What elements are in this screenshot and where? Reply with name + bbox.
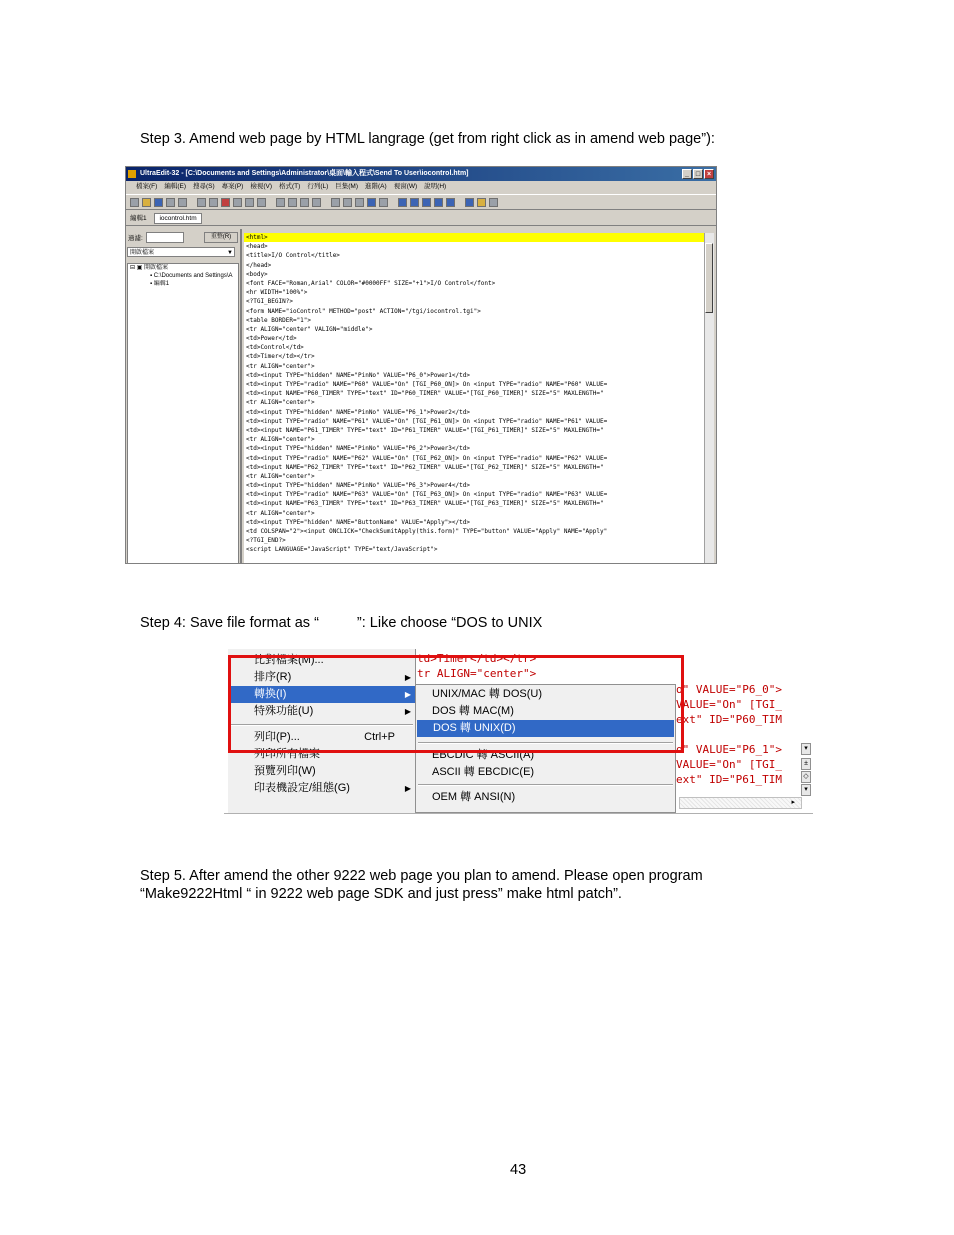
code-line: <td>Control</td> bbox=[246, 344, 304, 352]
menu-item[interactable]: 說明(H) bbox=[424, 183, 447, 190]
code-line: <tr ALIGN="center"> bbox=[246, 472, 315, 480]
menu-separator bbox=[418, 784, 673, 786]
options-icon[interactable] bbox=[465, 198, 474, 207]
scroll-up-icon[interactable]: ± bbox=[801, 758, 811, 770]
menu-item-label: 印表機設定/組態(G) bbox=[254, 782, 350, 794]
submenu-arrow-icon: ▶ bbox=[404, 784, 411, 793]
code-line: <td><input TYPE="radio" NAME="P61" VALUE="On" [TGI_P61_ON]> On <input TYPE="radio" NAME="P61" VALUE= bbox=[246, 417, 608, 425]
code-line: </head> bbox=[246, 261, 272, 269]
align-left-icon[interactable] bbox=[276, 198, 285, 207]
menu-item-shortcut: Ctrl+P bbox=[364, 731, 395, 743]
code-line: <td><input NAME="P60_TIMER" TYPE="text" ID="P60_TIMER" VALUE="[TGI_P60_TIMER]" SIZE="5" MAXLENGTH=" bbox=[246, 390, 604, 398]
menu-item-label: 轉換(I) bbox=[254, 688, 287, 700]
ftp-icon[interactable] bbox=[379, 198, 388, 207]
code-line: o" VALUE="P6_1"> bbox=[676, 743, 782, 756]
context-menu-screenshot bbox=[224, 649, 813, 814]
step4-suffix: ”: Like choose “DOS to UNIX bbox=[356, 615, 543, 631]
menu-bar bbox=[126, 181, 716, 193]
submenu-item[interactable]: UNIX/MAC 轉 DOS(U) bbox=[432, 688, 542, 700]
menu-item[interactable]: 格式(T) bbox=[279, 183, 301, 190]
code-line: ext" ID="P61_TIM bbox=[676, 773, 782, 786]
minimize-button[interactable]: _ bbox=[682, 169, 692, 179]
replace-icon[interactable] bbox=[209, 198, 218, 207]
window-title: UltraEdit-32 - [C:\Documents and Settings\Administrator\桌面\輸入程式\Send To User\iocontrol.htm] bbox=[140, 170, 469, 177]
window-split-icon[interactable] bbox=[422, 198, 431, 207]
code-editor[interactable] bbox=[244, 233, 706, 563]
horizontal-scrollbar[interactable] bbox=[679, 797, 802, 809]
print-preview-icon[interactable] bbox=[178, 198, 187, 207]
menu-item[interactable]: 行列(L) bbox=[307, 183, 329, 190]
bookmark-icon[interactable] bbox=[221, 198, 230, 207]
menu-item[interactable]: 搜尋(S) bbox=[192, 183, 215, 190]
editor-scrollbar[interactable] bbox=[704, 233, 714, 563]
code-line: <table BORDER="1"> bbox=[246, 316, 312, 324]
code-line: <td COLSPAN="2"><input ONCLICK="CheckSumitApply(this.form)" TYPE="button" VALUE="Apply" NAME="Apply" bbox=[246, 528, 608, 535]
submenu-arrow-icon: ▶ bbox=[404, 673, 411, 682]
menu-item-label: 列印所有檔案 bbox=[254, 748, 320, 760]
tree-item-edit1[interactable]: ▪ 編輯1 bbox=[150, 281, 170, 287]
wrap-icon[interactable] bbox=[343, 198, 352, 207]
code-line: <font FACE="Roman,Arial" COLOR="#0000FF" SIZE="+1">I/O Control</font> bbox=[246, 279, 496, 287]
code-line: <td><input NAME="P61_TIMER" TYPE="text" ID="P61_TIMER" VALUE="[TGI_P61_TIMER]" SIZE="5" MAXLENGTH=" bbox=[246, 426, 604, 434]
menu-item-label: 預覽列印(W) bbox=[254, 765, 316, 777]
find-icon[interactable] bbox=[197, 198, 206, 207]
code-line: <tr ALIGN="center"> bbox=[246, 436, 315, 444]
refresh-button[interactable]: 重整(R) bbox=[204, 232, 238, 243]
scroll-option-icon[interactable]: ◇ bbox=[801, 771, 811, 783]
code-line: <form NAME="ioControl" METHOD="post" ACTION="/tgi/iocontrol.tgi"> bbox=[246, 307, 481, 315]
code-line: <tr ALIGN="center"> bbox=[246, 509, 315, 517]
code-line: <td><input NAME="P62_TIMER" TYPE="text" ID="P62_TIMER" VALUE="[TGI_P62_TIMER]" SIZE="5" MAXLENGTH=" bbox=[246, 463, 604, 471]
menu-item[interactable]: 專案(P) bbox=[221, 183, 244, 190]
code-line: tr ALIGN="center"> bbox=[417, 667, 537, 680]
maximize-button[interactable]: □ bbox=[693, 169, 703, 179]
code-line: <td><input TYPE="hidden" NAME="PinNo" VALUE="P6_1">Power2</td> bbox=[246, 408, 470, 416]
submenu-arrow-icon: ▶ bbox=[404, 690, 411, 699]
copy-icon[interactable] bbox=[245, 198, 254, 207]
menu-item[interactable]: 進階(A) bbox=[365, 183, 387, 190]
code-line: <body> bbox=[246, 270, 268, 278]
ultraedit-screenshot bbox=[125, 166, 717, 564]
menu-item-label: 列印(P)... bbox=[254, 731, 300, 743]
file-tree-pane bbox=[126, 229, 242, 564]
code-line: <html> bbox=[244, 233, 706, 242]
close-button[interactable]: × bbox=[704, 169, 714, 179]
spell-icon[interactable] bbox=[367, 198, 376, 207]
chevron-down-icon: ▼ bbox=[227, 250, 233, 256]
menu-item[interactable]: 檢視(V) bbox=[250, 183, 272, 190]
window-list-icon[interactable] bbox=[434, 198, 443, 207]
file-tab-bar bbox=[126, 212, 716, 226]
page-number: 43 bbox=[510, 1162, 527, 1178]
code-line: <td><input NAME="P63_TIMER" TYPE="text" ID="P63_TIMER" VALUE="[TGI_P63_TIMER]" SIZE="5" MAXLENGTH=" bbox=[246, 500, 604, 508]
step4-prefix: Step 4: Save file format as “ bbox=[140, 615, 319, 631]
tab-edit1[interactable]: 編輯1 bbox=[130, 215, 147, 222]
menu-item[interactable]: 巨集(M) bbox=[335, 183, 359, 190]
window-cascade-icon[interactable] bbox=[398, 198, 407, 207]
filter-label: 過濾: bbox=[128, 235, 143, 242]
menu-item-label: 排序(R) bbox=[254, 671, 292, 683]
save-icon[interactable] bbox=[154, 198, 163, 207]
tab-iocontrol[interactable]: iocontrol.htm bbox=[154, 213, 201, 224]
hex-icon[interactable] bbox=[331, 198, 340, 207]
column-icon[interactable] bbox=[355, 198, 364, 207]
code-line: <tr ALIGN="center"> bbox=[246, 362, 315, 370]
code-line: <script LANGUAGE="JavaScript" TYPE="text/JavaScript"> bbox=[246, 546, 438, 554]
open-files-dropdown[interactable] bbox=[127, 247, 235, 257]
code-line: <td><input TYPE="radio" NAME="P63" VALUE="On" [TGI_P63_ON]> On <input TYPE="radio" NAME="P63" VALUE= bbox=[246, 491, 608, 499]
output-window-icon[interactable] bbox=[446, 198, 455, 207]
filter-input[interactable] bbox=[146, 232, 184, 243]
code-line: <title>I/O Control</title> bbox=[246, 252, 340, 260]
code-line: <tr ALIGN="center" VALIGN="middle"> bbox=[246, 325, 373, 333]
print-icon[interactable] bbox=[166, 198, 175, 207]
code-line: <td><input TYPE="radio" NAME="P62" VALUE="On" [TGI_P62_ON]> On <input TYPE="radio" NAME="P62" VALUE= bbox=[246, 454, 608, 462]
submenu-item[interactable]: ASCII 轉 EBCDIC(E) bbox=[432, 766, 535, 778]
app-icon bbox=[128, 170, 136, 178]
menu-item-label: 特殊功能(U) bbox=[254, 705, 314, 717]
code-line: VALUE="On" [TGI_ bbox=[676, 698, 782, 711]
menu-item[interactable] bbox=[228, 763, 415, 780]
submenu-item[interactable]: OEM 轉 ANSI(N) bbox=[432, 791, 516, 803]
step3-text: Step 3. Amend web page by HTML langrage (get from right click as in amend web page”): bbox=[140, 131, 715, 147]
code-line: <td><input TYPE="hidden" NAME="PinNo" VALUE="P6_0">Power1</td> bbox=[246, 371, 470, 379]
code-line: <head> bbox=[246, 243, 268, 251]
scroll-right-icon[interactable]: ▸ bbox=[791, 799, 795, 806]
code-line: <td><input TYPE="hidden" NAME="PinNo" VALUE="P6_2">Power3</td> bbox=[246, 445, 470, 453]
code-line: <?TGI_END?> bbox=[246, 537, 286, 545]
tree-root[interactable]: ⊟ ▣ 開啟檔案 bbox=[130, 265, 169, 271]
window-titlebar bbox=[126, 167, 716, 181]
menu-item-label: 比對檔案(M)... bbox=[254, 654, 324, 666]
code-background-right bbox=[676, 682, 782, 787]
scroll-down-arrow-icon[interactable]: ▾ bbox=[801, 784, 811, 796]
tree-item-path[interactable]: ▪ C:\Documents and Settings\A bbox=[150, 273, 233, 279]
code-line: <td><input TYPE="radio" NAME="P60" VALUE="On" [TGI_P60_ON]> On <input TYPE="radio" NAME="P60" VALUE= bbox=[246, 381, 608, 388]
code-line: <td><input TYPE="hidden" NAME="PinNo" VALUE="P6_3">Power4</td> bbox=[246, 482, 470, 490]
highlight-box bbox=[228, 655, 684, 753]
menu-item[interactable] bbox=[228, 780, 415, 797]
justify-icon[interactable] bbox=[312, 198, 321, 207]
submenu-arrow-icon: ▶ bbox=[404, 707, 411, 716]
code-line bbox=[676, 727, 782, 742]
open-folder-icon[interactable] bbox=[142, 198, 151, 207]
scrollbar-thumb[interactable] bbox=[705, 243, 713, 313]
help-icon[interactable] bbox=[477, 198, 486, 207]
dropdown-value: 開啟檔案 bbox=[130, 250, 155, 256]
context-help-icon[interactable] bbox=[489, 198, 498, 207]
code-line: <tr ALIGN="center"> bbox=[246, 399, 315, 407]
paste-icon[interactable] bbox=[257, 198, 266, 207]
code-line: o" VALUE="P6_0"> bbox=[676, 683, 782, 696]
step4-text bbox=[140, 614, 542, 632]
cut-icon[interactable] bbox=[233, 198, 242, 207]
step5-line1: Step 5. After amend the other 9222 web page you plan to amend. Please open program bbox=[140, 868, 703, 884]
align-center-icon[interactable] bbox=[288, 198, 297, 207]
align-right-icon[interactable] bbox=[300, 198, 309, 207]
toolbar bbox=[126, 194, 716, 210]
code-line: VALUE="On" [TGI_ bbox=[676, 758, 782, 771]
menu-item[interactable]: 檔案(F) bbox=[136, 183, 158, 190]
submenu-item[interactable]: DOS 轉 MAC(M) bbox=[432, 705, 514, 717]
menu-item[interactable]: 編輯(E) bbox=[164, 183, 186, 190]
new-file-icon[interactable] bbox=[130, 198, 139, 207]
code-line: <td><input TYPE="hidden" NAME="ButtonName" VALUE="Apply"></td> bbox=[246, 518, 470, 526]
window-tile-icon[interactable] bbox=[410, 198, 419, 207]
submenu-item[interactable]: DOS 轉 UNIX(D) bbox=[417, 720, 674, 737]
submenu-item[interactable]: EBCDIC 轉 ASCII(A) bbox=[432, 749, 535, 761]
menu-item[interactable]: 視窗(W) bbox=[393, 183, 418, 190]
file-tree bbox=[127, 263, 239, 564]
step5-line2: “Make9222Html “ in 9222 web page SDK and just press” make html patch”. bbox=[140, 886, 622, 902]
scroll-down-icon[interactable]: ▾ bbox=[801, 743, 811, 755]
code-line: <td>Power</td> bbox=[246, 335, 297, 343]
code-line: <td>Timer</td></tr> bbox=[246, 353, 315, 361]
code-line: <?TGI_BEGIN?> bbox=[246, 298, 293, 306]
code-line: ext" ID="P60_TIM bbox=[676, 713, 782, 726]
code-line: <hr WIDTH="100%"> bbox=[246, 289, 308, 297]
code-line: td>Timer</td></tr> bbox=[417, 652, 537, 665]
